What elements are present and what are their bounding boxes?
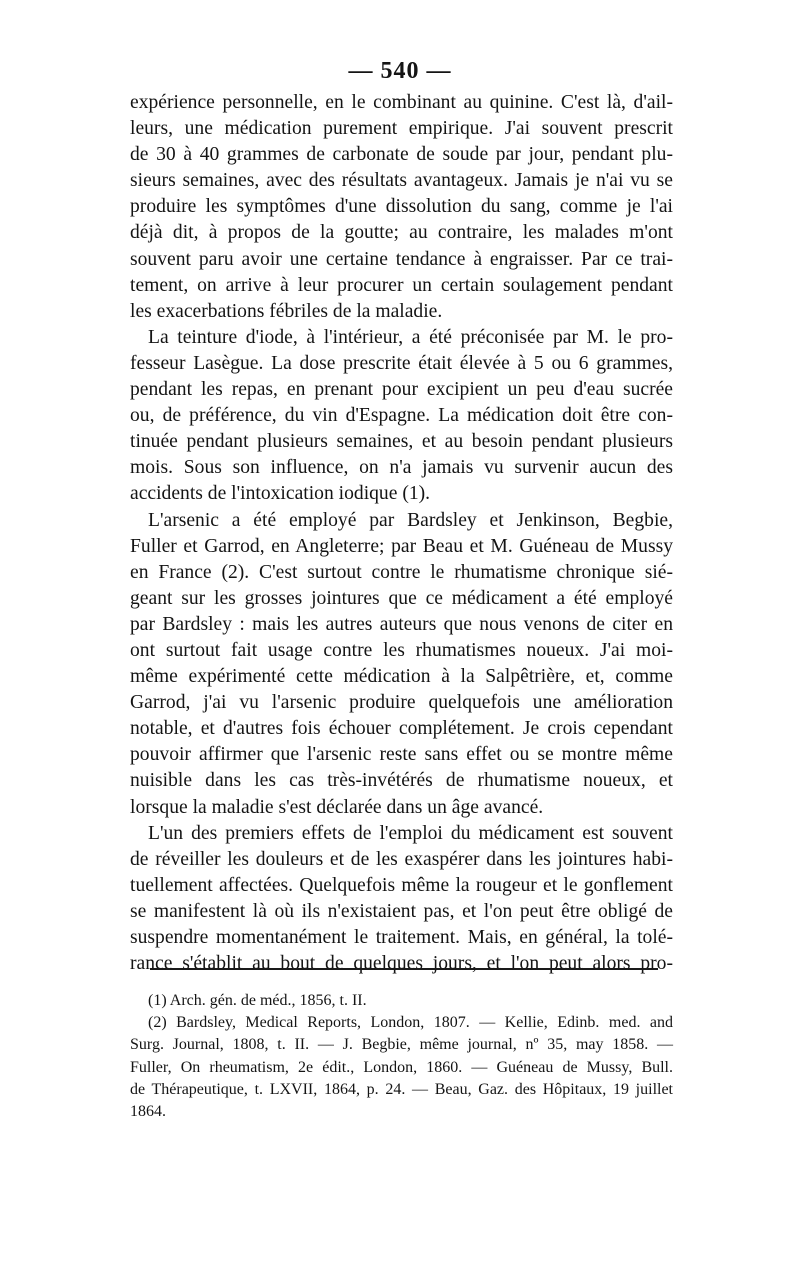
- text-line: de 30 à 40 grammes de carbonate de soude par jour, pendant plu-: [130, 144, 673, 166]
- text-line: en France (2). C'est surtout contre le rhumatisme chronique sié-: [130, 561, 673, 583]
- text-line: tuellement affectées. Quelquefois même la rougeur et le gonflement: [130, 874, 673, 896]
- body-text: [130, 90, 673, 977]
- footnote-line: 1864.: [130, 1102, 166, 1120]
- text-line: lorsque la maladie s'est déclarée dans un âge avancé.: [130, 796, 544, 818]
- page-number: — 540 —: [348, 58, 452, 84]
- text-line: leurs, une médication purement empirique. J'ai souvent prescrit: [130, 118, 673, 140]
- text-line: L'un des premiers effets de l'emploi du médicament est souvent: [148, 822, 673, 844]
- text-line: accidents de l'intoxication iodique (1).: [130, 483, 431, 505]
- text-line: les exacerbations fébriles de la maladie.: [130, 300, 443, 322]
- footnote-line: Fuller, On rheumatism, 2e édit., London, 1860. — Guéneau de Mussy, Bull.: [130, 1058, 673, 1076]
- text-line: notable, et d'autres fois échouer complétement. Je crois cependant: [130, 718, 673, 740]
- text-line: Garrod, j'ai vu l'arsenic produire quelquefois une amélioration: [130, 692, 673, 714]
- text-line: Fuller et Garrod, en Angleterre; par Beau et M. Guéneau de Mussy: [130, 535, 673, 557]
- text-line: nuisible dans les cas très-invétérés de rhumatisme noueux, et: [130, 770, 673, 792]
- footnote-line: (1) Arch. gén. de méd., 1856, t. II.: [148, 992, 367, 1009]
- text-line: mois. Sous son influence, on n'a jamais vu survenir aucun des: [130, 457, 673, 479]
- footnote-line: Surg. Journal, 1808, t. II. — J. Begbie, même journal, nº 35, may 1858. —: [130, 1036, 673, 1054]
- text-line: L'arsenic a été employé par Bardsley et Jenkinson, Begbie,: [148, 509, 673, 531]
- text-line: se manifestent là où ils n'existaient pas, et l'on peut être obligé de: [130, 900, 673, 922]
- text-line: fesseur Lasègue. La dose prescrite était élevée à 5 ou 6 grammes,: [130, 352, 673, 374]
- text-line: souvent paru avoir une certaine tendance à engraisser. Par ce trai-: [130, 248, 673, 270]
- text-line: par Bardsley : mais les autres auteurs que nous venons de citer en: [130, 613, 673, 635]
- text-line: pendant les repas, en prenant pour excipient un peu d'eau sucrée: [130, 379, 673, 401]
- text-line: ont surtout fait usage contre les rhumatismes noueux. J'ai moi-: [130, 639, 673, 661]
- text-line: même expérimenté cette médication à la Salpêtrière, et, comme: [130, 666, 673, 688]
- text-line: sieurs semaines, avec des résultats avantageux. Jamais je n'ai vu se: [130, 170, 673, 192]
- footnote-divider: [150, 968, 658, 970]
- footnote-line: (2) Bardsley, Medical Reports, London, 1807. — Kellie, Edinb. med. and: [148, 1014, 673, 1032]
- text-line: geant sur les grosses jointures que ce médicament a été employé: [130, 587, 673, 609]
- text-line: La teinture d'iode, à l'intérieur, a été préconisée par M. le pro-: [148, 326, 673, 348]
- text-line: suspendre momentanément le traitement. Mais, en général, la tolé-: [130, 927, 673, 948]
- text-line: déjà dit, à propos de la goutte; au contraire, les malades m'ont: [130, 222, 673, 244]
- text-line: produire les symptômes d'une dissolution du sang, comme je l'ai: [130, 196, 673, 218]
- text-line: pouvoir affirmer que l'arsenic reste sans effet ou se montre même: [130, 744, 673, 766]
- text-line: rance s'établit au bout de quelques jours, et l'on peut alors pro-: [130, 953, 673, 975]
- footnotes: [130, 990, 673, 1123]
- footnote-line: de Thérapeutique, t. LXVII, 1864, p. 24. — Beau, Gaz. des Hôpitaux, 19 juillet: [130, 1080, 673, 1098]
- text-line: de réveiller les douleurs et de les exaspérer dans les jointures habi-: [130, 848, 673, 870]
- text-line: tement, on arrive à leur procurer un certain soulagement pendant: [130, 274, 673, 296]
- text-line: expérience personnelle, en le combinant au quinine. C'est là, d'ail-: [130, 92, 673, 113]
- text-line: tinuée pendant plusieurs semaines, et au besoin pendant plusieurs: [130, 431, 673, 453]
- text-line: ou, de préférence, du vin d'Espagne. La médication doit être con-: [130, 405, 673, 427]
